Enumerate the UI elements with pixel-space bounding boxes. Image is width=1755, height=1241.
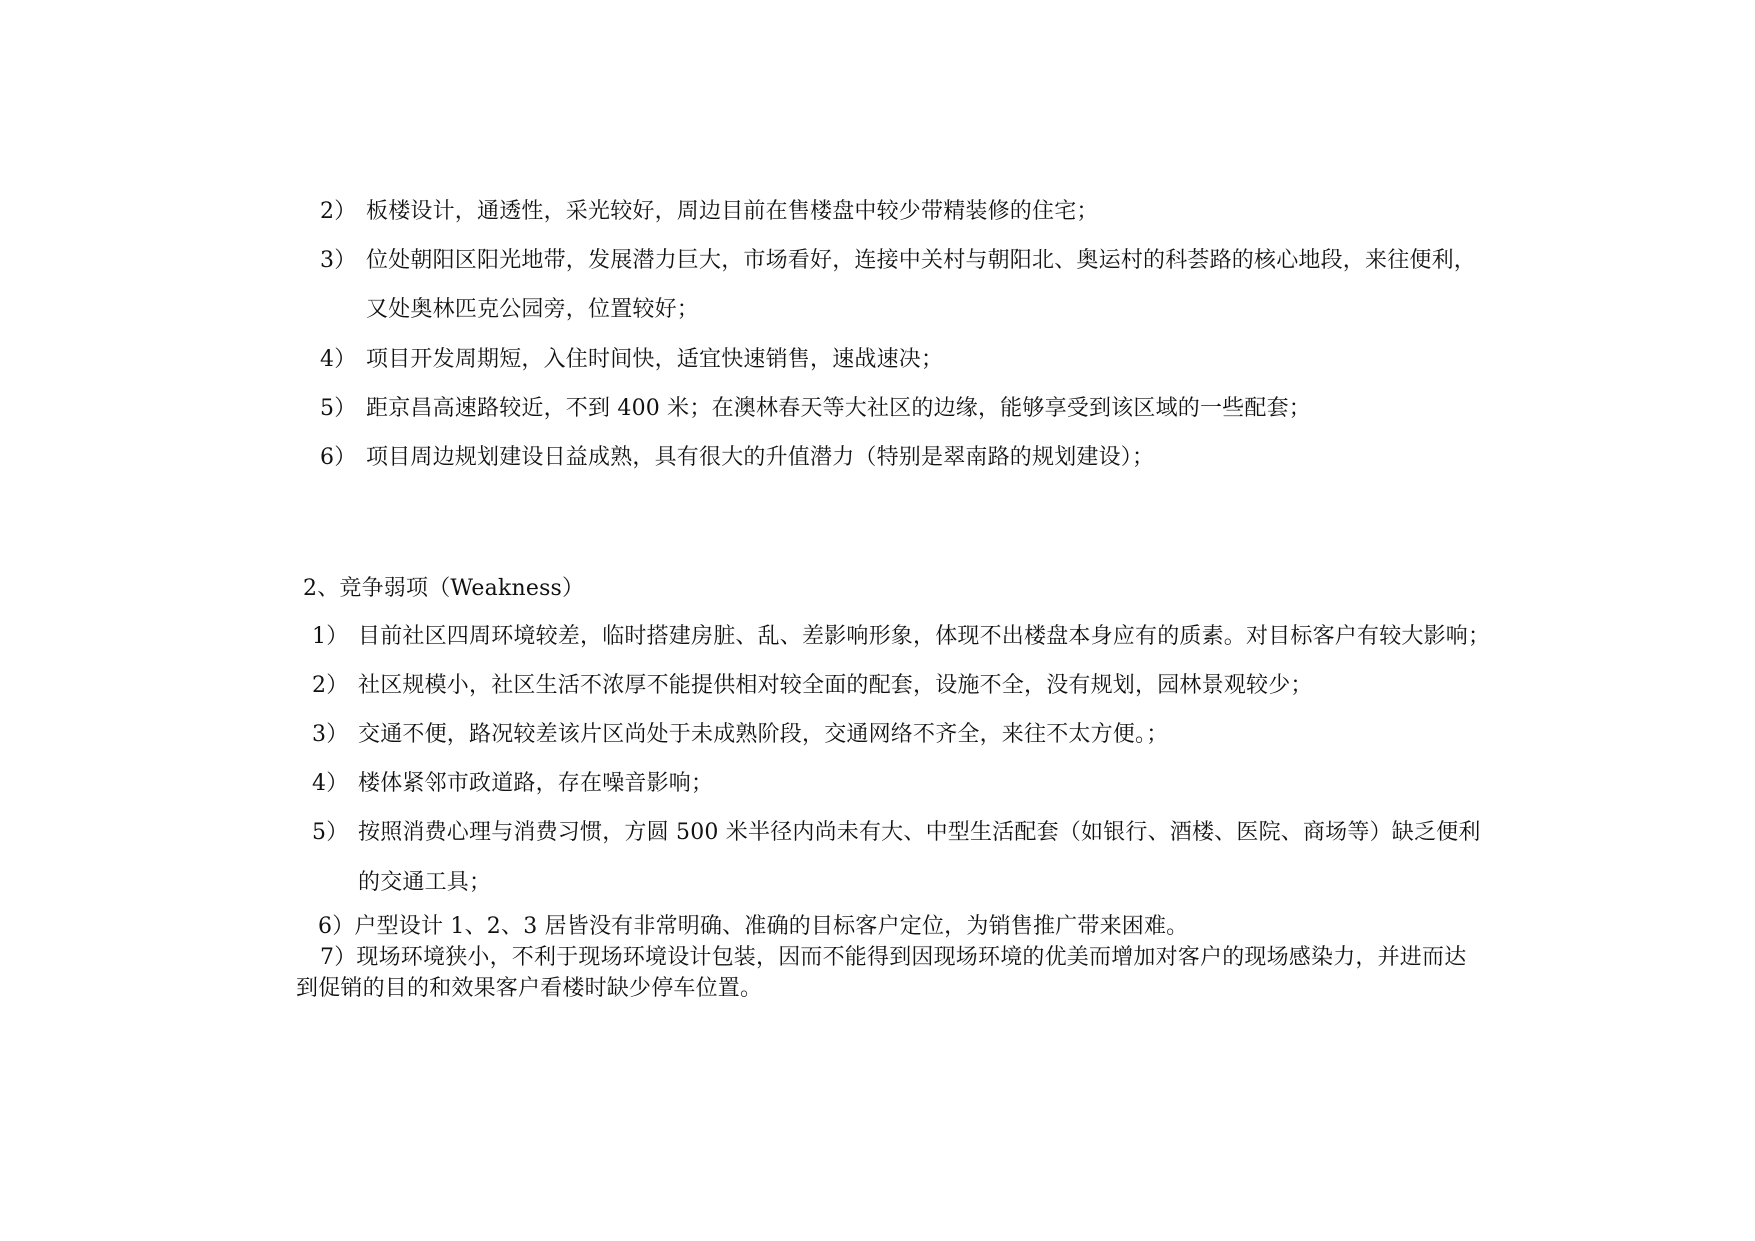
item-number: 3） (312, 722, 349, 747)
item-text: 交通不便，路况较差该片区尚处于未成熟阶段，交通网络不齐全，来往不太方便。； (358, 722, 1169, 747)
item-number: 1） (312, 624, 349, 649)
item-number: 6） (318, 914, 355, 939)
item-text: 社区规模小，社区生活不浓厚不能提供相对较全面的配套，设施不全，没有规划，园林景观较少； (358, 673, 1313, 698)
item-number: 5） (320, 396, 357, 421)
item-text: 项目开发周期短，入住时间快，适宜快速销售，速战速决； (366, 347, 944, 372)
weakness-item-7 (320, 943, 1466, 973)
weakness-item-7-continuation: 到促销的目的和效果客户看楼时缺少停车位置。 (296, 976, 763, 1001)
strength-item-6 (320, 443, 1154, 473)
item-number: 4） (312, 771, 349, 796)
item-text: 楼体紧邻市政道路，存在噪音影响； (358, 771, 714, 796)
weakness-item-1 (312, 622, 1490, 652)
weakness-item-4 (312, 769, 713, 799)
weakness-item-2 (312, 671, 1313, 701)
item-number: 5） (312, 820, 349, 845)
item-text: 板楼设计，通透性，采光较好，周边目前在售楼盘中较少带精装修的住宅； (366, 199, 1099, 224)
item-text: 目前社区四周环境较差，临时搭建房脏、乱、差影响形象，体现不出楼盘本身应有的质素。对目标客户有较大影响； (358, 624, 1491, 649)
item-number: 2） (320, 199, 357, 224)
item-number: 6） (320, 445, 357, 470)
item-text: 距京昌高速路较近，不到 400 米；在澳林春天等大社区的边缘，能够享受到该区域的一些配套； (366, 396, 1311, 421)
strength-item-3 (320, 246, 1476, 276)
item-number: 4） (320, 347, 357, 372)
weakness-item-5 (312, 818, 1481, 848)
strength-item-3-continuation: 又处奥林匹克公园旁，位置较好； (366, 297, 700, 322)
item-text: 按照消费心理与消费习惯，方圆 500 米半径内尚未有大、中型生活配套（如银行、酒楼、医院、商场等）缺乏便利 (358, 820, 1481, 845)
weakness-item-5-continuation: 的交通工具； (358, 870, 492, 895)
item-number: 2） (312, 673, 349, 698)
item-text: 现场环境狭小，不利于现场环境设计包装，因而不能得到因现场环境的优美而增加对客户的现场感染力，并进而达 (356, 945, 1467, 970)
item-number: 7） (320, 945, 357, 970)
strength-item-2 (320, 197, 1099, 227)
weakness-item-3 (312, 720, 1168, 750)
item-number: 3） (320, 248, 357, 273)
weakness-heading: 2、竞争弱项（Weakness） (303, 576, 585, 601)
weakness-item-6 (318, 912, 1188, 942)
item-text: 位处朝阳区阳光地带，发展潜力巨大，市场看好，连接中关村与朝阳北、奥运村的科荟路的核心地段，来往便利， (366, 248, 1477, 273)
strength-item-4 (320, 345, 943, 375)
item-text: 户型设计 1、2、3 居皆没有非常明确、准确的目标客户定位，为销售推广带来困难。 (354, 914, 1189, 939)
strength-item-5 (320, 394, 1311, 424)
item-text: 项目周边规划建设日益成熟，具有很大的升值潜力（特别是翠南路的规划建设）； (366, 445, 1155, 470)
